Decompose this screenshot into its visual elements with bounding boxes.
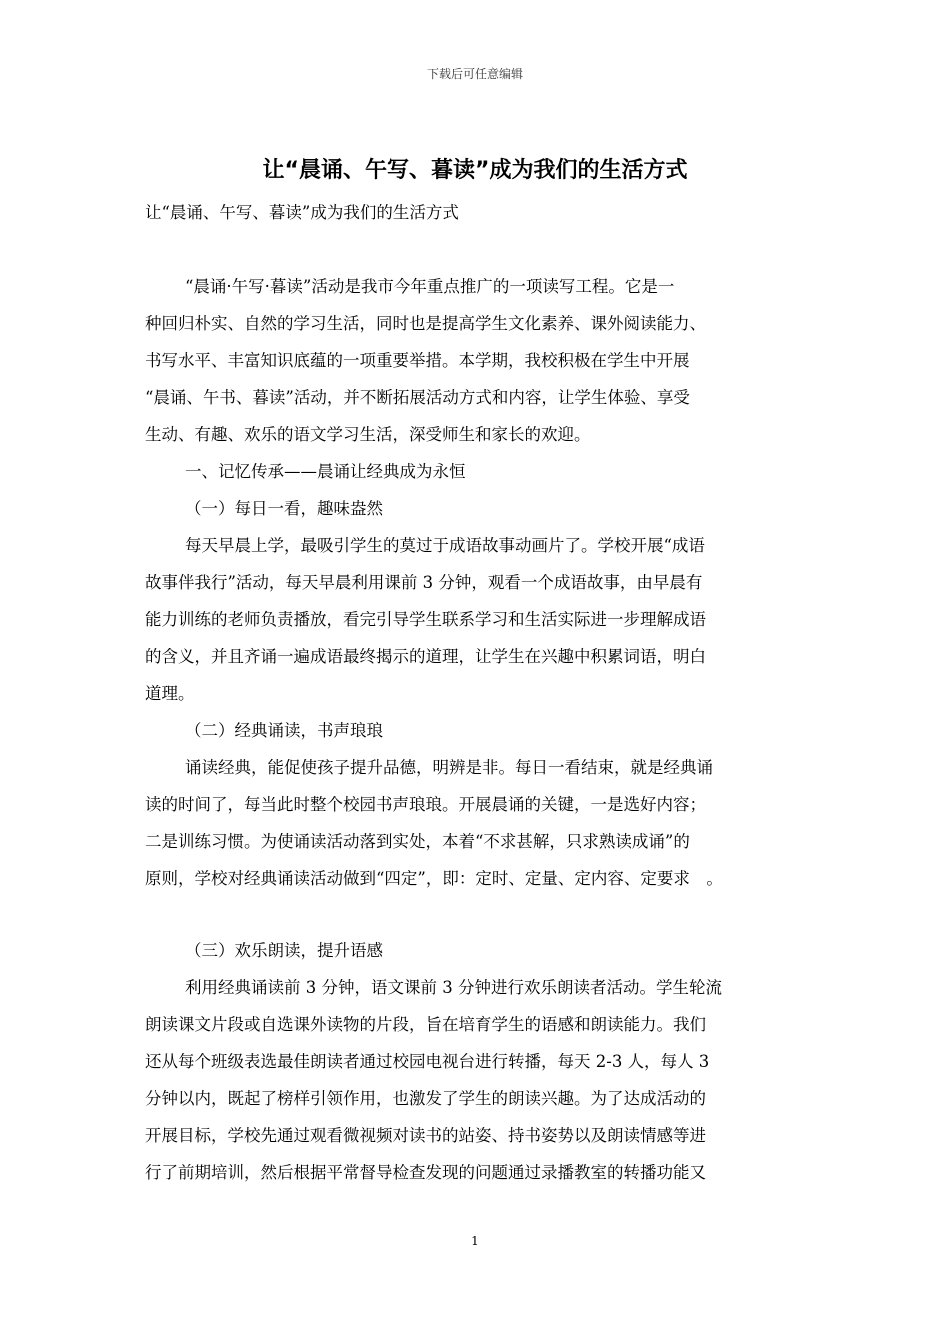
paragraph-line: “晨诵、午书、暮读”活动，并不断拓展活动方式和内容，让学生体验、享受 [145, 388, 690, 407]
subsection-heading: （一）每日一看，趣味盎然 [185, 499, 383, 518]
paragraph-line: 原则，学校对经典诵读活动做到“四定”，即：定时、定量、定内容、定要求 。 [145, 869, 723, 888]
paragraph-line: 诵读经典，能促使孩子提升品德，明辨是非。每日一看结束，就是经典诵 [185, 758, 713, 777]
paragraph-gap [145, 897, 810, 932]
paragraph-line: 行了前期培训，然后根据平常督导检查发现的问题通过录播教室的转播功能又 [145, 1163, 706, 1182]
header-note: 下载后可任意编辑 [426, 67, 523, 81]
paragraph-line: 读的时间了，每当此时整个校园书声琅琅。开展晨诵的关键，一是选好内容； [145, 795, 706, 814]
subsection-heading: （三）欢乐朗读，提升语感 [185, 941, 383, 960]
paragraph-line: 能力训练的老师负责播放，看完引导学生联系学习和生活实际进一步理解成语 [145, 610, 706, 629]
paragraph-line: 朗读课文片段或自选课外读物的片段，旨在培育学生的语感和朗读能力。我们 [145, 1015, 706, 1034]
subsection-heading: （二）经典诵读，书声琅琅 [185, 721, 383, 740]
paragraph-line: 利用经典诵读前 3 分钟，语文课前 3 分钟进行欢乐朗读者活动。学生轮流 [185, 978, 722, 997]
paragraph-line: 的含义，并且齐诵一遍成语最终揭示的道理，让学生在兴趣中积累词语，明白 [145, 647, 706, 666]
paragraph-line: 开展目标，学校先通过观看微视频对读书的站姿、持书姿势以及朗读情感等进 [145, 1126, 706, 1145]
body-text [145, 268, 810, 1191]
paragraph-line: “晨诵·午写·暮读”活动是我市今年重点推广的一项读写工程。它是一 [185, 277, 675, 296]
paragraph-line: 二是训练习惯。为使诵读活动落到实处，本着“不求甚解，只求熟读成诵”的 [145, 832, 690, 851]
section-heading: 一、记忆传承——晨诵让经典成为永恒 [185, 462, 466, 481]
paragraph-line: 分钟以内，既起了榜样引领作用，也激发了学生的朗读兴趣。为了达成活动的 [145, 1089, 706, 1108]
paragraph-line: 生动、有趣、欢乐的语文学习生活，深受师生和家长的欢迎。 [145, 425, 591, 444]
page-number: 1 [471, 1234, 479, 1248]
paragraph-line: 还从每个班级表选最佳朗读者通过校园电视台进行转播，每天 2-3 人，每人 3 [145, 1052, 710, 1071]
paragraph-line: 故事伴我行”活动，每天早晨利用课前 3 分钟，观看一个成语故事，由早晨有 [145, 573, 703, 592]
paragraph-line: 种回归朴实、自然的学习生活，同时也是提高学生文化素养、课外阅读能力、 [145, 314, 706, 333]
document-subtitle: 让“晨诵、午写、暮读”成为我们的生活方式 [145, 203, 459, 222]
paragraph-line: 每天早晨上学，最吸引学生的莫过于成语故事动画片了。学校开展“成语 [185, 536, 705, 555]
document-title: 让“晨诵、午写、暮读”成为我们的生活方式 [262, 158, 688, 183]
paragraph-line: 道理。 [145, 684, 195, 703]
paragraph-line: 书写水平、丰富知识底蕴的一项重要举措。本学期，我校积极在学生中开展 [145, 351, 690, 370]
